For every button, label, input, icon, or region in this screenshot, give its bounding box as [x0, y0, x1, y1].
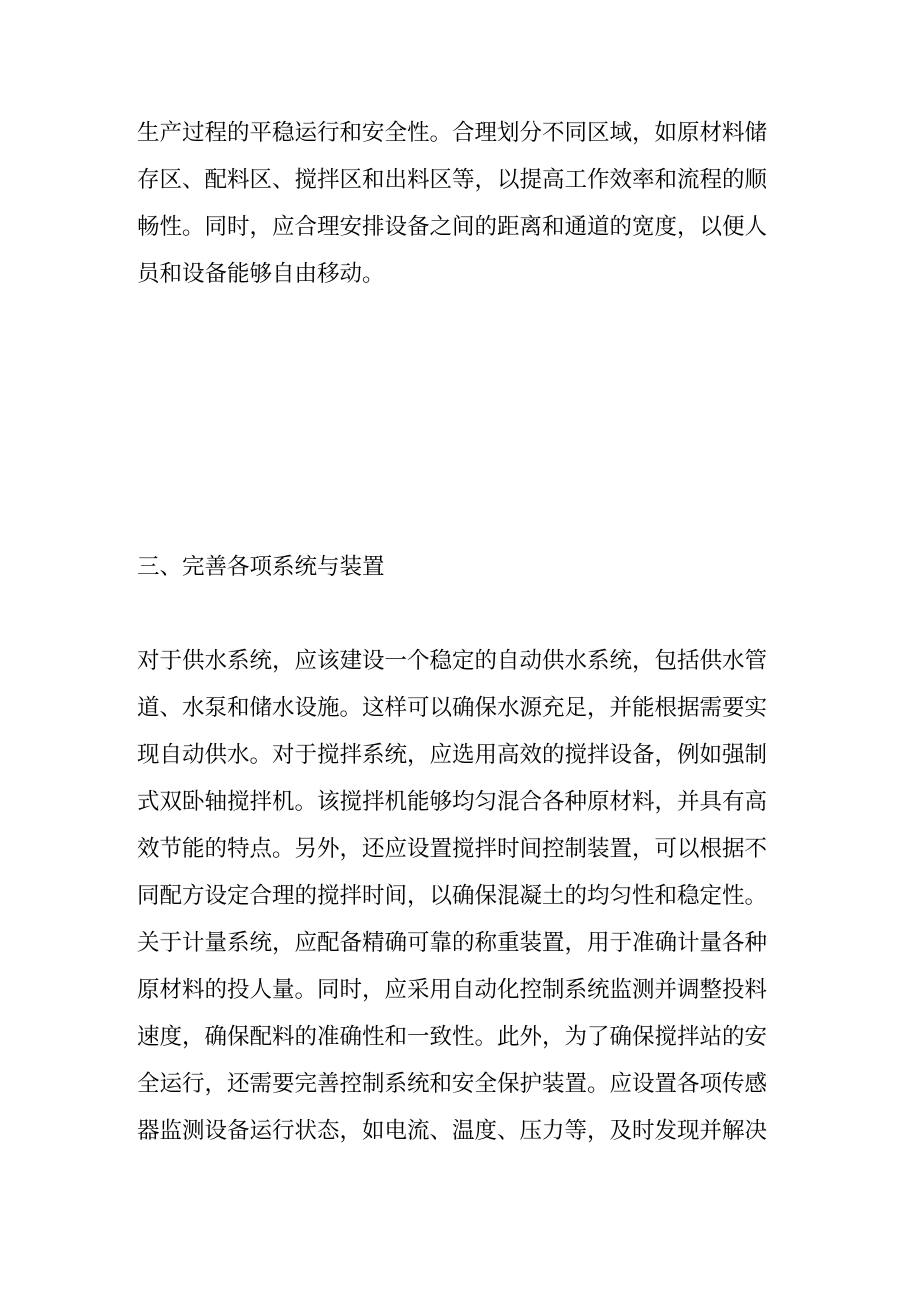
section-heading: 三、完善各项系统与装置 — [137, 554, 385, 580]
paragraph-2-line: 关于计量系统，应配备精确可靠的称重装置，用于准确计量各种 — [137, 930, 768, 956]
paragraph-1-line: 存区、配料区、搅拌区和出料区等，以提高工作效率和流程的顺 — [137, 167, 768, 193]
paragraph-2-line: 同配方设定合理的搅拌时间，以确保混凝土的均匀性和稳定性。 — [137, 883, 768, 909]
paragraph-2-line: 原材料的投人量。同时，应采用自动化控制系统监测并调整投料 — [137, 977, 768, 1003]
paragraph-1-line: 员和设备能够自由移动。 — [137, 261, 385, 287]
paragraph-2-line: 全运行，还需要完善控制系统和安全保护装置。应设置各项传感 — [137, 1071, 768, 1097]
paragraph-1-line: 生产过程的平稳运行和安全性。合理划分不同区域，如原材料储 — [137, 120, 768, 146]
paragraph-2-line: 式双卧轴搅拌机。该搅拌机能够均匀混合各种原材料，并具有高 — [137, 789, 768, 815]
paragraph-2-line: 对于供水系统，应该建设一个稳定的自动供水系统，包括供水管 — [137, 648, 768, 674]
paragraph-2-line: 速度，确保配料的准确性和一致性。此外，为了确保搅拌站的安 — [137, 1024, 768, 1050]
paragraph-2-line: 效节能的特点。另外，还应设置搅拌时间控制装置，可以根据不 — [137, 836, 768, 862]
paragraph-2-line: 器监测设备运行状态，如电流、温度、压力等，及时发现并解决 — [137, 1118, 768, 1144]
paragraph-1-line: 畅性。同时，应合理安排设备之间的距离和通道的宽度，以便人 — [137, 214, 768, 240]
paragraph-2-line: 道、水泵和储水设施。这样可以确保水源充足，并能根据需要实 — [137, 695, 768, 721]
paragraph-2-line: 现自动供水。对于搅拌系统，应选用高效的搅拌设备，例如强制 — [137, 742, 768, 768]
